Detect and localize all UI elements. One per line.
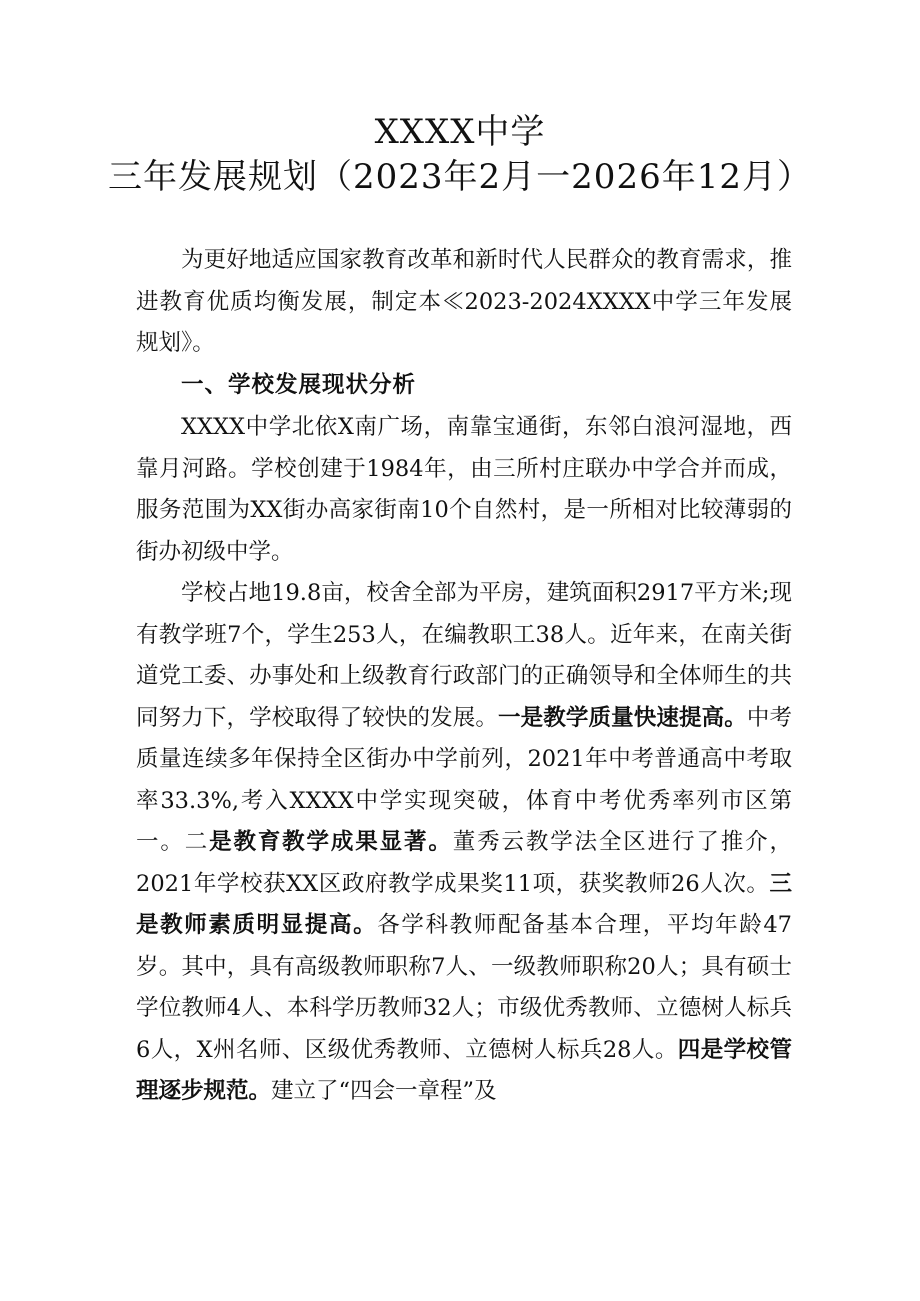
- point1-text: 中考质量连续多年保持全区街办中学前列，2021年中考普通高中考取率33.3%,考入XXXX中学实现突破，体育中考优秀率列市区第一。二: [136, 704, 792, 855]
- section-heading: 一、学校发展现状分析: [181, 372, 417, 398]
- point3-heading: 三是教师素质明显提高。: [136, 870, 792, 938]
- point4-heading: 四是学校管理逐步规范。: [136, 1036, 792, 1104]
- point1-heading: 一是教学质量快速提高。: [497, 704, 747, 731]
- achievements-intro: 学校占地19.8亩，校舍全部为平房，建筑面积2917平方米;现有教学班7个，学生253人，在编教职工38人。近年来，在南关街道党工委、办事处和上级教育行政部门的正确领导和全体师生的共同努力下，学校取得了较快的发展。: [136, 580, 792, 731]
- achievements-paragraph: [136, 573, 792, 1113]
- intro-paragraph: 为更好地适应国家教育改革和新时代人民群众的教育需求，推进教育优质均衡发展，制定本≪2023-2024XXXX中学三年发展规划》。: [136, 247, 792, 356]
- point3-text: 各学科教师配备基本合理，平均年龄47岁。其中，具有高级教师职称7人、一级教师职称20人；具有硕士学位教师4人、本科学历教师32人；市级优秀教师、立德树人标兵6人，X州名师、区级优秀教师、立德树人标兵28人。: [136, 912, 792, 1063]
- document-title-school: XXXX中学: [374, 112, 546, 152]
- point2-text: 董秀云教学法全区进行了推介，2021年学校获XX区政府教学成果奖11项，获奖教师26人次。: [136, 829, 792, 897]
- point4-text: 建立了“四会一章程”及: [271, 1078, 497, 1104]
- document-title-plan: 三年发展规划（2023年2月一2026年12月）: [108, 157, 812, 197]
- point2-heading: 是教育教学成果显著。: [209, 829, 453, 855]
- location-paragraph: XXXX中学北依X南广场，南靠宝通街，东邻白浪河湿地，西靠月河路。学校创建于1984年，由三所村庄联办中学合并而成，服务范围为XX街办高家街南10个自然村，是一所相对比较薄弱的街办初级中学。: [136, 414, 792, 565]
